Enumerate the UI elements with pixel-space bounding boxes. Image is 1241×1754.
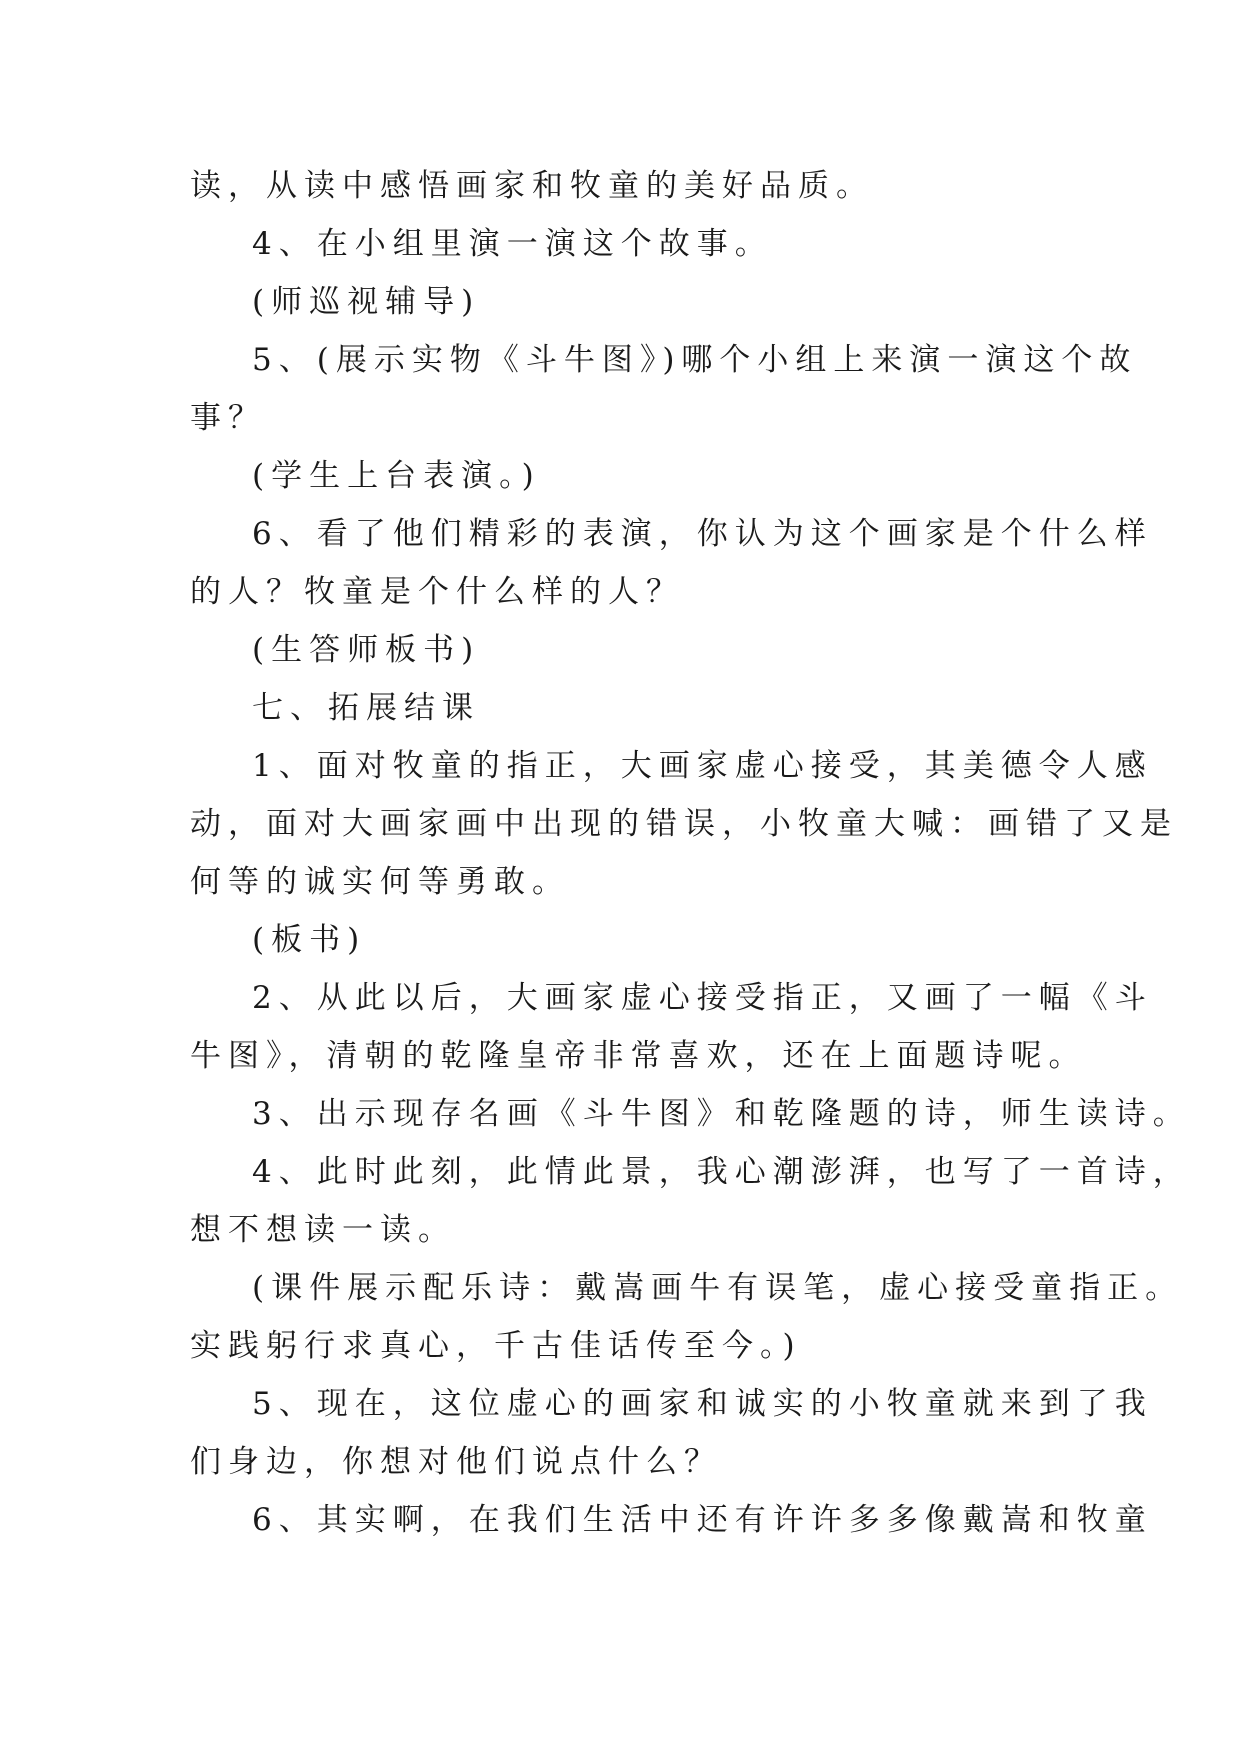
text-line: 6、其实啊，在我们生活中还有许许多多像戴嵩和牧童: [252, 1502, 1153, 1538]
text-line: 想不想读一读。: [190, 1212, 456, 1248]
text-line: 动，面对大画家画中出现的错误，小牧童大喊：画错了又是: [190, 806, 1178, 842]
text-line: (生答师板书): [252, 632, 481, 668]
text-line: 1、面对牧童的指正，大画家虚心接受，其美德令人感: [252, 748, 1153, 784]
text-line: 5、(展示实物《斗牛图》)哪个小组上来演一演这个故: [252, 342, 1138, 378]
text-line: 6、看了他们精彩的表演，你认为这个画家是个什么样: [252, 516, 1153, 552]
text-line: 4、在小组里演一演这个故事。: [252, 226, 773, 262]
section-heading: 七、拓展结课: [252, 690, 480, 726]
text-line: 3、出示现存名画《斗牛图》和乾隆题的诗，师生读诗。: [252, 1096, 1191, 1132]
text-line: 事？: [190, 400, 266, 436]
text-line: (板书): [252, 922, 367, 958]
text-line: 实践躬行求真心，千古佳话传至今。): [190, 1328, 802, 1364]
text-line: 何等的诚实何等勇敢。: [190, 864, 570, 900]
text-line: 5、现在，这位虚心的画家和诚实的小牧童就来到了我: [252, 1386, 1153, 1422]
text-line: 2、从此以后，大画家虚心接受指正，又画了一幅《斗: [252, 980, 1153, 1016]
text-line: (课件展示配乐诗：戴嵩画牛有误笔，虚心接受童指正。: [252, 1270, 1184, 1306]
text-line: 4、此时此刻，此情此景，我心潮澎湃，也写了一首诗，: [252, 1154, 1191, 1190]
text-line: 们身边，你想对他们说点什么？: [190, 1444, 722, 1480]
text-line: 牛图》，清朝的乾隆皇帝非常喜欢，还在上面题诗呢。: [190, 1038, 1087, 1074]
text-line: (师巡视辅导): [252, 284, 481, 320]
text-line: 读，从读中感悟画家和牧童的美好品质。: [190, 168, 874, 204]
text-line: (学生上台表演。): [252, 458, 541, 494]
text-line: 的人？牧童是个什么样的人？: [190, 574, 684, 610]
